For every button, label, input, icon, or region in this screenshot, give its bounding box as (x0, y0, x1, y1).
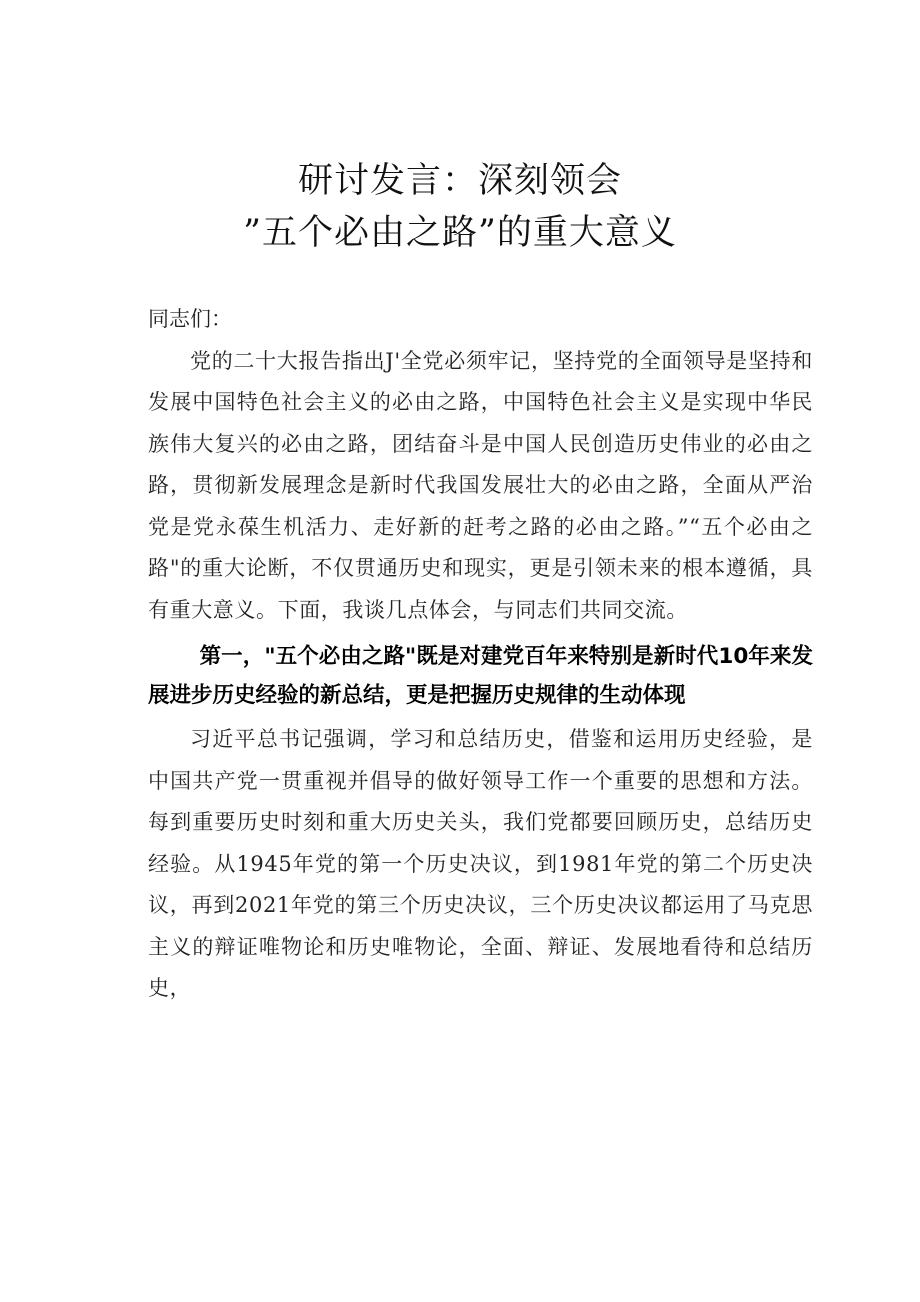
paragraph-section-1: 习近平总书记强调，学习和总结历史，借鉴和运用历史经验，是中国共产党一贯重视并倡导的做好领导工作一个重要的思想和方法。每到重要历史时刻和重大历史关头，我们党都要回顾历史，总结历史经验。从1945年党的第一个历史决议，到1981年党的第二个历史决议，再到2021年党的第三个历史决议，三个历史决议都运用了马克思主义的辩证唯物论和历史唯物论，全面、辩证、发展地看待和总结历史， (148, 727, 813, 1000)
title-line-1: 研讨发言：深刻领会 (297, 161, 622, 201)
document-title (0, 155, 920, 259)
paragraph-intro: 党的二十大报告指出J'全党必须牢记，坚持党的全面领导是坚持和发展中国特色社会主义的必由之路，中国特色社会主义是实现中华民族伟大复兴的必由之路，团结奋斗是中国人民创造历史伟业的必由之路，贯彻新发展理念是新时代我国发展壮大的必由之路，全面从严治党是党永葆生机活力、走好新的赶考之路的必由之路。”“五个必由之路"的重大论断，不仅贯通历史和现实，更是引领未来的根本遵循，具有重大意义。下面，我谈几点体会，与同志们共同交流。 (148, 348, 813, 622)
title-line-2: ”五个必由之路”的重大意义 (243, 213, 677, 253)
salutation: 同志们： (148, 307, 232, 331)
section-heading-1: 第一，"五个必由之路"既是对建党百年来特别是新时代10年来发展进步历史经验的新总结，更是把握历史规律的生动体现 (148, 644, 813, 708)
document-body (148, 299, 813, 1010)
